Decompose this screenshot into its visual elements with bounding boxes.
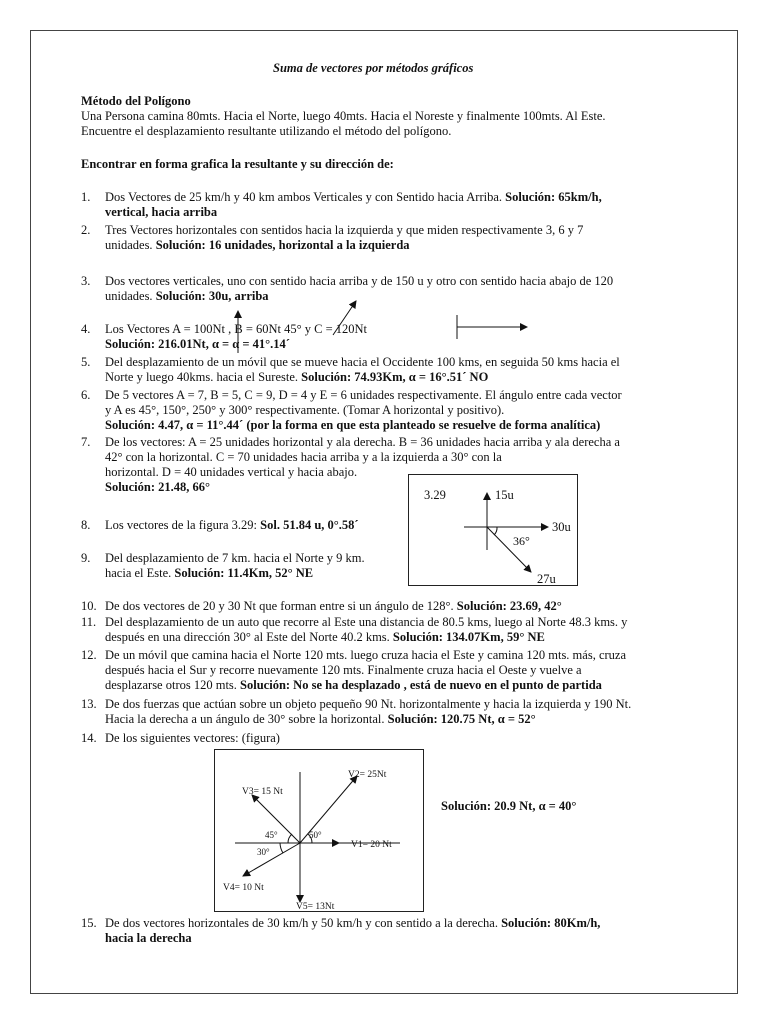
angle-45-arc: [288, 834, 292, 843]
item-11-solution: Solución: 134.07Km, 59° NE: [392, 630, 545, 644]
item-7-line-2: 42° con la horizontal. C = 70 unidades hacia arriba y a la izquierda a 30° con la: [105, 450, 502, 464]
item-number: 1.: [81, 190, 91, 204]
item-12-solution: Solución: No se ha desplazado , está de nuevo en el punto de partida: [240, 678, 602, 692]
angle-50-label: 50°: [309, 830, 322, 840]
list-item-5: 5.: [81, 355, 91, 369]
item-10-line-1: De dos vectores de 20 y 30 Nt que forman entre si un ángulo de 128°. Solución: 23.69, 42°: [105, 599, 562, 613]
figure-14: [214, 749, 424, 912]
list-item-13: 13.: [81, 697, 97, 711]
item-13-line-2: Hacia la derecha a un ángulo de 30° sobre la horizontal. Solución: 120.75 Nt, α = 52°: [105, 712, 536, 726]
item-15-solution: Solución: 80Km/h,: [501, 916, 601, 930]
item-9-solution: Solución: 11.4Km, 52° NE: [174, 566, 314, 580]
item-3-line-2: unidades. Solución: 30u, arriba: [105, 289, 269, 303]
list-item-2: 2.: [81, 223, 91, 237]
poligono-line-1: Una Persona camina 80mts. Hacia el Norte, luego 40mts. Hacia el Noreste y finalmente 100mts. Al Este.: [81, 109, 606, 123]
item-11-line-2: después en una dirección 30° al Este del Norte 40.2 kms. Solución: 134.07Km, 59° NE: [105, 630, 545, 644]
vector-v4-arrow: [243, 843, 300, 876]
item-15-line-1: De dos vectores horizontales de 30 km/h y 50 km/h y con sentido a la derecha. Solución: 80Km/h,: [105, 916, 601, 930]
item-15-line-2: hacia la derecha: [105, 931, 192, 945]
document-title: Suma de vectores por métodos gráficos: [273, 61, 474, 75]
item-1-line-2: vertical, hacia arriba: [105, 205, 218, 219]
item-7-line-3: horizontal. D = 40 unidades vertical y hacia abajo.: [105, 465, 358, 479]
angle-45-label: 45°: [265, 830, 278, 840]
item-2-line-2: unidades. Solución: 16 unidades, horizontal a la izquierda: [105, 238, 410, 252]
poligono-line-2: Encuentre el desplazamiento resultante utilizando el método del polígono.: [81, 124, 452, 138]
item-5-solution: Solución: 74.93Km, α = 16°.51´ NO: [301, 370, 489, 384]
vector-30u-label: 30u: [552, 520, 571, 534]
vector-27u-label: 27u: [537, 572, 556, 586]
angle-30-arc: [280, 843, 283, 853]
encontrar-heading: Encontrar en forma grafica la resultante y su dirección de:: [81, 157, 394, 171]
item-13-line-1: De dos fuerzas que actúan sobre un objeto pequeño 90 Nt. horizontalmente y hacia la izquierda y 190 Nt.: [105, 697, 632, 711]
vector-v1-label: V1= 20 Nt: [351, 840, 392, 850]
item-6-line-1: De 5 vectores A = 7, B = 5, C = 9, D = 4 y E = 6 unidades respectivamente. El ángulo entre cada vector: [105, 388, 622, 402]
item-3-line-1: Dos vectores verticales, uno con sentido hacia arriba y de 150 u y otro con sentido hacia abajo de 120: [105, 274, 614, 288]
item-5-line-1: Del desplazamiento de un móvil que se mueve hacia el Occidente 100 kms, en seguida 50 kms hacia el: [105, 355, 620, 369]
list-item-10: 10.: [81, 599, 97, 613]
vector-v4-label: V4= 10 Nt: [223, 883, 264, 893]
item-4-solution: Solución: 216.01Nt, α = α = 41°.14´: [105, 337, 290, 351]
list-item-14: 14.: [81, 731, 97, 745]
angle-arc: [494, 527, 497, 535]
item-6-solution: Solución: 4.47, α = 11°.44´ (por la forma en que esta planteado se resuelve de forma analítica): [105, 418, 601, 432]
item-8-line-1: Los vectores de la figura 3.29: Sol. 51.84 u, 0°.58´: [105, 518, 359, 532]
list-item-12: 12.: [81, 648, 97, 662]
item-14-line-1: De los siguientes vectores: (figura): [105, 731, 280, 745]
figure-3-29-vectors: [409, 475, 579, 587]
angle-30-label: 30°: [257, 847, 270, 857]
item-13-solution: Solución: 120.75 Nt, α = 52°: [387, 712, 536, 726]
item-4-vector-sketch: [31, 31, 739, 371]
item-10-solution: Solución: 23.69, 42°: [456, 599, 562, 613]
list-item-9: 9.: [81, 551, 91, 565]
item-12-line-3: desplazarse otros 120 mts. Solución: No se ha desplazado , está de nuevo en el punto de partida: [105, 678, 602, 692]
list-item-7: 7.: [81, 435, 91, 449]
list-item-3: 3.: [81, 274, 91, 288]
item-1-solution: Solución: 65km/h,: [505, 190, 602, 204]
item-12-line-1: De un móvil que camina hacia el Norte 120 mts. luego cruza hacia el Este y camina 120 mts. más, cruza: [105, 648, 626, 662]
vector-v2-label: V2= 25Nt: [348, 770, 387, 780]
item-5-line-2: Norte y luego 40kms. hacia el Sureste. Solución: 74.93Km, α = 16°.51´ NO: [105, 370, 489, 384]
list-item-11: 11.: [81, 615, 97, 629]
list-item-4: 4.: [81, 322, 91, 336]
vector-15u-label: 15u: [495, 488, 514, 502]
item-14-solution: Solución: 20.9 Nt, α = 40°: [441, 799, 577, 813]
item-8-solution: Sol. 51.84 u, 0°.58´: [260, 518, 359, 532]
item-7-solution: Solución: 21.48, 66°: [105, 480, 211, 494]
item-2-line-1: Tres Vectores horizontales con sentidos hacia la izquierda y que miden respectivamente 3, 6 y 7: [105, 223, 584, 237]
item-9-line-1: Del desplazamiento de 7 km. hacia el Norte y 9 km.: [105, 551, 365, 565]
item-11-line-1: Del desplazamiento de un auto que recorre al Este una distancia de 80.5 kms, luego al Norte 48.3 kms. y: [105, 615, 628, 629]
item-12-line-2: después hacia el Sur y recorre nuevamente 120 mts. Finalmente cruza hacia el Oeste y vuelve a: [105, 663, 582, 677]
document-page: [30, 30, 738, 994]
poligono-heading: Método del Polígono: [81, 94, 191, 108]
item-4-line-1: Los Vectores A = 100Nt , B = 60Nt 45° y C = 120Nt: [105, 322, 368, 336]
list-item-8: 8.: [81, 518, 91, 532]
list-item-15: 15.: [81, 916, 97, 930]
vector-v5-label: V5= 13Nt: [296, 902, 335, 912]
vector-c-arrow: [333, 301, 356, 335]
item-7-line-1: De los vectores: A = 25 unidades horizontal y ala derecha. B = 36 unidades hacia arriba y ala derecha a: [105, 435, 620, 449]
list-item-6: 6.: [81, 388, 91, 402]
item-6-line-2: y A es 45°, 150°, 250° y 300° respectivamente. (Tomar A horizontal y positivo).: [105, 403, 505, 417]
item-9-line-2: hacia el Este. Solución: 11.4Km, 52° NE: [105, 566, 314, 580]
item-3-solution: Solución: 30u, arriba: [155, 289, 269, 303]
item-2-solution: Solución: 16 unidades, horizontal a la izquierda: [155, 238, 410, 252]
figure-14-vectors: [215, 750, 425, 913]
item-1-line-1: Dos Vectores de 25 km/h y 40 km ambos Verticales y con Sentido hacia Arriba. Solución: 65km/h,: [105, 190, 602, 204]
figure-3-29: [408, 474, 578, 586]
figure-label: 3.29: [424, 488, 446, 502]
angle-36-label: 36°: [513, 534, 530, 548]
vector-v3-label: V3= 15 Nt: [242, 787, 283, 797]
